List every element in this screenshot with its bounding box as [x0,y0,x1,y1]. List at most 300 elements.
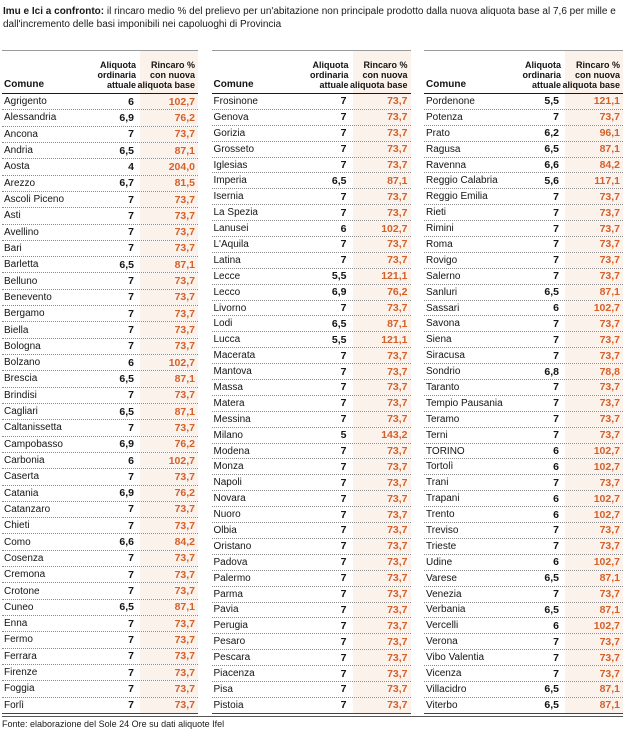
table-row [424,444,623,460]
table-row [424,205,623,221]
rincaro-cell: 73,7 [140,420,198,435]
rincaro-header-line: Rincaro % [150,60,195,70]
rincaro-cell: 73,7 [565,189,623,204]
table-header [212,51,411,94]
rincaro-cell: 73,7 [565,650,623,665]
comune-cell: Modena [213,445,250,457]
aliquota-cell: 5,6 [544,174,559,187]
comune-cell: Olbia [213,524,237,536]
rincaro-cell: 73,7 [140,551,198,566]
table-row [212,539,411,555]
rincaro-cell: 102,7 [565,507,623,522]
rincaro-cell: 73,7 [353,475,411,490]
rincaro-cell: 76,2 [140,486,198,501]
table-row [212,269,411,285]
comune-cell: Trani [426,477,449,489]
aliquota-cell: 7 [128,519,134,532]
table-row [212,523,411,539]
table-row [2,616,198,632]
table-row [424,475,623,491]
comune-cell: Lodi [213,318,233,330]
comune-cell: Pavia [213,604,239,616]
table-row [212,348,411,364]
comune-cell: Savona [426,318,460,330]
comune-cell: Trento [426,509,455,521]
table-row [424,555,623,571]
aliquota-cell: 5,5 [544,95,559,108]
aliquota-cell: 6,5 [119,144,134,157]
table-row [2,567,198,583]
table-row [2,502,198,518]
comune-cell: Catanzaro [4,503,51,515]
table-row [424,603,623,619]
rincaro-cell: 73,7 [353,698,411,713]
aliquota-cell: 7 [340,127,347,140]
aliquota-cell: 7 [340,572,347,585]
aliquota-cell: 7 [128,666,134,679]
table-row [2,437,198,453]
comune-cell: Livorno [213,302,247,314]
aliquota-cell: 7 [553,413,559,426]
aliquota-header-line: Aliquota [312,60,349,70]
table-row [212,301,411,317]
comune-cell: Cagliari [4,406,38,418]
aliquota-cell: 7 [553,540,559,553]
table-row [2,698,198,713]
rincaro-cell: 73,7 [140,698,198,713]
rincaro-cell: 81,5 [140,176,198,191]
comparison-table [2,50,623,714]
rincaro-header-line: Rincaro % [575,60,620,70]
table-row [212,126,411,142]
table-column-group-2 [212,50,411,714]
comune-cell: Siracusa [426,350,465,362]
table-row [2,453,198,469]
aliquota-cell: 7 [128,699,134,712]
comune-cell: Ferrara [4,650,37,662]
comune-cell: Brescia [4,373,38,385]
comune-cell: Firenze [4,667,38,679]
rincaro-cell: 73,7 [353,634,411,649]
aliquota-cell: 6,9 [331,286,347,299]
aliquota-cell: 7 [553,206,559,219]
aliquota-cell: 6,5 [119,258,134,271]
table-row [2,469,198,485]
comune-cell: La Spezia [213,207,258,219]
title-text: il rincaro medio % del prelievo per un'abitazione non principale prodotto dalla nuova aliquota base al 7,6 per mille e dall'incremento delle basi imponibili nei capoluoghi di Provincia [3,6,616,30]
aliquota-cell: 6 [128,95,134,108]
table-row [424,94,623,110]
table-row [424,110,623,126]
comune-cell: Reggio Calabria [426,175,498,187]
aliquota-cell: 7 [128,193,134,206]
table-row [212,475,411,491]
table-row [424,507,623,523]
comune-cell: Lecco [213,286,241,298]
rincaro-cell: 87,1 [140,600,198,615]
table-row [424,173,623,189]
aliquota-cell: 7 [340,556,347,569]
comune-cell: Pordenone [426,95,475,107]
rincaro-cell: 73,7 [353,253,411,268]
aliquota-cell: 7 [553,667,559,680]
rincaro-cell: 73,7 [353,666,411,681]
rincaro-header-line: Rincaro % [363,60,408,70]
table-row [212,459,411,475]
comune-cell: Ancona [4,128,38,140]
comune-cell: Verbania [426,604,466,616]
table-row [424,269,623,285]
table-row [424,428,623,444]
rincaro-cell: 73,7 [353,491,411,506]
table-row [2,600,198,616]
aliquota-cell: 7 [553,476,559,489]
aliquota-cell: 7 [128,307,134,320]
aliquota-cell: 6,5 [331,174,347,187]
rincaro-cell: 73,7 [565,666,623,681]
aliquota-cell: 7 [340,492,347,505]
table-row [212,396,411,412]
aliquota-cell: 6,5 [544,286,559,299]
rincaro-cell: 102,7 [565,555,623,570]
comune-cell: Agrigento [4,96,47,108]
aliquota-cell: 6,8 [544,365,559,378]
table-row [424,666,623,682]
rincaro-header [349,51,411,93]
aliquota-header [96,51,140,93]
comune-header: Comune [426,79,466,90]
aliquota-cell: 7 [553,588,559,601]
comune-cell: Iglesias [213,159,248,171]
aliquota-cell: 7 [128,226,134,239]
comune-cell: Nuoro [213,509,241,521]
aliquota-cell: 6,6 [544,159,559,171]
aliquota-cell: 6,9 [119,438,134,451]
table-row [212,603,411,619]
comune-cell: Carbonia [4,455,45,467]
table-row [2,176,198,192]
comune-cell: Campobasso [4,438,63,450]
aliquota-cell: 6,5 [544,603,559,616]
table-row [2,404,198,420]
comune-cell: Grosseto [213,143,255,155]
title-lead: Imu e Ici a confronto: [3,6,105,17]
table-row [424,523,623,539]
comune-cell: Viterbo [426,699,458,711]
table-body [424,94,623,713]
aliquota-cell: 7 [340,159,347,171]
rincaro-cell: 73,7 [140,649,198,664]
table-row [424,412,623,428]
aliquota-header-line: ordinaria [97,70,136,80]
rincaro-cell: 73,7 [353,237,411,252]
aliquota-cell: 5,5 [331,270,347,283]
comune-cell: Fermo [4,634,33,646]
table-row [2,518,198,534]
rincaro-cell: 87,1 [565,603,623,618]
rincaro-header-line: con nuova [149,70,195,80]
rincaro-cell: 102,7 [140,94,198,109]
comune-cell: Catania [4,487,39,499]
comune-cell: Bari [4,242,22,254]
comune-cell: Biella [4,324,29,336]
aliquota-cell: 6,7 [119,177,134,190]
aliquota-cell: 7 [340,588,347,601]
aliquota-cell: 6 [128,356,134,369]
rincaro-cell: 73,7 [565,523,623,538]
table-row [212,634,411,650]
rincaro-cell: 87,1 [565,698,623,713]
rincaro-cell: 73,7 [353,682,411,697]
rincaro-cell: 73,7 [140,632,198,647]
table-row [424,491,623,507]
comune-cell: Oristano [213,540,252,552]
aliquota-cell: 6,2 [544,127,559,140]
table-row [2,534,198,550]
table-row [424,698,623,713]
comune-cell: Arezzo [4,177,36,189]
table-row [424,650,623,666]
aliquota-cell: 7 [553,222,559,235]
rincaro-cell: 73,7 [353,158,411,173]
table-row [2,208,198,224]
table-row [212,698,411,713]
rincaro-cell: 121,1 [353,269,411,284]
aliquota-cell: 7 [128,324,134,337]
rincaro-header-line: aliquota base [349,80,408,90]
comune-cell: Pescara [213,652,251,664]
aliquota-cell: 7 [553,254,559,267]
comune-cell: Villacidro [426,683,467,695]
table-row [424,380,623,396]
table-row [212,189,411,205]
aliquota-cell: 6,5 [544,572,559,585]
aliquota-cell: 7 [553,381,559,394]
comune-cell: Frosinone [213,95,258,107]
comune-cell: Cuneo [4,601,34,613]
rincaro-cell: 73,7 [565,237,623,252]
rincaro-cell: 73,7 [565,428,623,443]
rincaro-cell: 73,7 [353,348,411,363]
aliquota-cell: 7 [128,633,134,646]
rincaro-cell: 73,7 [565,205,623,220]
aliquota-cell: 7 [128,552,134,565]
comune-cell: TORINO [426,445,465,457]
table-row [424,158,623,174]
aliquota-cell: 7 [553,317,559,330]
table-row [424,332,623,348]
table-row [2,371,198,387]
aliquota-cell: 7 [553,238,559,251]
rincaro-cell: 73,7 [353,571,411,586]
table-row [424,539,623,555]
comune-cell: Messina [213,413,251,425]
rincaro-cell: 73,7 [565,316,623,331]
comune-cell: Cremona [4,569,46,581]
aliquota-cell: 7 [128,275,134,288]
table-row [2,257,198,273]
rincaro-cell: 102,7 [353,221,411,236]
table-row [212,205,411,221]
table-row [2,420,198,436]
source-note: Fonte: elaborazione del Sole 24 Ore su dati aliquote Ifel [2,716,623,730]
table-row [2,583,198,599]
rincaro-cell: 73,7 [353,205,411,220]
comune-cell: Rieti [426,207,447,219]
table-row [424,253,623,269]
rincaro-cell: 73,7 [140,290,198,305]
rincaro-cell: 73,7 [140,583,198,598]
comune-cell: Imperia [213,175,247,187]
rincaro-cell: 73,7 [565,221,623,236]
rincaro-cell: 73,7 [140,339,198,354]
rincaro-cell: 73,7 [565,634,623,649]
aliquota-cell: 7 [340,238,347,251]
aliquota-cell: 6 [553,508,559,521]
aliquota-cell: 7 [340,635,347,648]
rincaro-cell: 73,7 [353,126,411,141]
rincaro-header-line: con nuova [574,70,620,80]
rincaro-cell: 73,7 [140,127,198,142]
comune-cell: Napoli [213,477,242,489]
table-row [424,301,623,317]
aliquota-cell: 7 [553,333,559,346]
rincaro-cell: 73,7 [353,618,411,633]
aliquota-cell: 7 [553,397,559,410]
comune-cell: Isernia [213,191,244,203]
aliquota-cell: 7 [340,349,347,362]
rincaro-cell: 121,1 [353,332,411,347]
aliquota-cell: 6 [553,619,559,632]
aliquota-header-line: Aliquota [525,60,561,70]
rincaro-cell: 73,7 [353,523,411,538]
rincaro-cell: 76,2 [353,285,411,300]
table-column-group-1 [2,50,198,714]
rincaro-cell: 73,7 [353,380,411,395]
aliquota-header-line: ordinaria [522,70,561,80]
table-row [424,571,623,587]
aliquota-cell: 7 [128,340,134,353]
aliquota-cell: 6,5 [544,699,559,712]
rincaro-cell: 102,7 [565,491,623,506]
comune-cell: Benevento [4,291,52,303]
comune-cell: Pesaro [213,636,246,648]
table-header [2,51,198,94]
rincaro-cell: 73,7 [565,110,623,125]
aliquota-header-line: ordinaria [309,70,349,80]
table-row [424,126,623,142]
aliquota-cell: 7 [128,617,134,630]
comune-cell: Forlì [4,699,24,711]
table-row [2,241,198,257]
table-row [424,221,623,237]
rincaro-cell: 87,1 [140,143,198,158]
aliquota-cell: 7 [340,206,347,219]
aliquota-cell: 7 [553,524,559,537]
aliquota-cell: 6,5 [119,372,134,385]
rincaro-cell: 121,1 [565,94,623,109]
comune-cell: Ravenna [426,159,467,171]
table-column-group-3 [424,50,623,714]
rincaro-cell: 73,7 [140,616,198,631]
comune-cell: Rimini [426,223,454,235]
table-row [2,486,198,502]
rincaro-cell: 204,0 [140,159,198,174]
aliquota-cell: 7 [128,242,134,255]
rincaro-cell: 73,7 [565,587,623,602]
aliquota-cell: 6 [340,222,347,235]
aliquota-cell: 7 [340,143,347,156]
aliquota-cell: 7 [128,291,134,304]
comune-cell: Sanluri [426,286,458,298]
comune-cell: Piacenza [213,668,255,679]
rincaro-cell: 73,7 [565,412,623,427]
table-row [424,142,623,158]
table-row [212,618,411,634]
comune-cell: Trieste [426,540,457,552]
comune-cell: Avellino [4,226,39,238]
comune-cell: Ascoli Piceno [4,194,65,206]
table-row [2,681,198,697]
rincaro-cell: 73,7 [140,241,198,256]
comune-cell: Udine [426,556,453,568]
aliquota-cell: 7 [340,603,347,616]
aliquota-cell: 7 [553,349,559,362]
rincaro-cell: 73,7 [353,650,411,665]
aliquota-cell: 6,5 [119,601,134,614]
rincaro-cell: 73,7 [140,388,198,403]
table-row [424,364,623,380]
comune-cell: Palermo [213,572,251,584]
table-row [212,412,411,428]
comune-cell: Bolzano [4,357,41,369]
comune-cell: Caserta [4,471,40,483]
table-row [212,253,411,269]
table-row [2,649,198,665]
rincaro-cell: 73,7 [140,322,198,337]
rincaro-cell: 73,7 [353,587,411,602]
rincaro-cell: 73,7 [565,380,623,395]
aliquota-cell: 7 [340,302,347,315]
rincaro-header-line: aliquota base [562,80,620,90]
comune-cell: Foggia [4,683,35,695]
comune-header: Comune [213,79,254,90]
comune-cell: Potenza [426,111,463,123]
aliquota-header [309,51,353,93]
comune-cell: Tortolì [426,461,454,473]
comune-cell: Massa [213,381,243,393]
table-row [2,339,198,355]
table-row [212,444,411,460]
comune-cell: Belluno [4,275,38,287]
comune-cell: Perugia [213,620,248,632]
aliquota-cell: 7 [340,699,347,712]
aliquota-cell: 6 [553,556,559,569]
comune-cell: Vicenza [426,668,462,679]
rincaro-cell: 102,7 [565,618,623,633]
table-body [2,94,198,713]
aliquota-header [521,51,565,93]
table-row [2,290,198,306]
aliquota-cell: 7 [128,421,134,434]
aliquota-cell: 7 [128,389,134,402]
comune-cell: Pistoia [213,699,244,711]
table-row [424,682,623,698]
comune-cell: Vibo Valentia [426,652,485,664]
aliquota-cell: 7 [340,460,347,473]
table-row [212,650,411,666]
rincaro-cell: 73,7 [565,269,623,284]
